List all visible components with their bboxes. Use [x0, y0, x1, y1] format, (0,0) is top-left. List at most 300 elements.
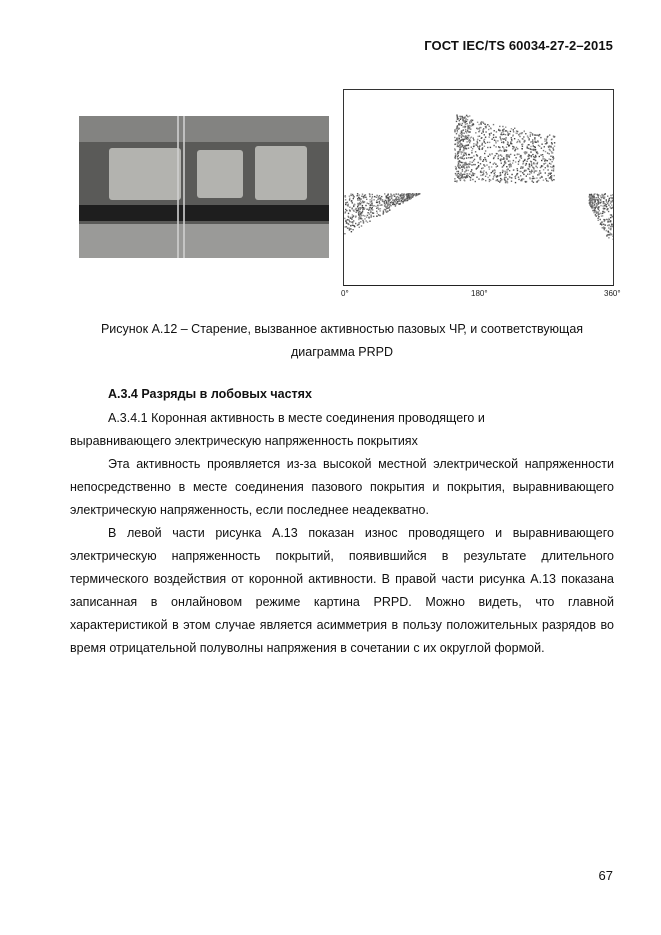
prpd-point [458, 166, 459, 167]
prpd-point [477, 155, 478, 156]
prpd-point [607, 203, 608, 204]
prpd-point [542, 156, 543, 157]
prpd-point [534, 141, 535, 142]
prpd-point [459, 161, 460, 162]
prpd-point [506, 154, 507, 155]
prpd-point [606, 206, 607, 207]
prpd-point [467, 139, 468, 140]
prpd-point [494, 162, 495, 163]
prpd-point [500, 150, 501, 151]
prpd-point [463, 155, 464, 156]
prpd-point [384, 209, 385, 210]
prpd-point [458, 175, 459, 176]
prpd-point [531, 163, 532, 164]
prpd-point [502, 138, 503, 139]
prpd-point [464, 176, 465, 177]
prpd-point [486, 173, 487, 174]
prpd-point [506, 155, 507, 156]
prpd-point [527, 168, 528, 169]
prpd-point [362, 194, 363, 195]
prpd-point [378, 198, 379, 199]
prpd-point [591, 194, 592, 195]
prpd-point [532, 154, 533, 155]
prpd-point [350, 195, 351, 196]
prpd-point [513, 129, 514, 130]
prpd-point [390, 205, 391, 206]
prpd-point [500, 178, 501, 179]
prpd-point [506, 157, 507, 158]
prpd-point [592, 197, 593, 198]
prpd-point [456, 121, 457, 122]
prpd-point [589, 200, 590, 201]
prpd-point [400, 198, 401, 199]
prpd-diagram [343, 89, 614, 286]
prpd-point [463, 140, 464, 141]
prpd-point [418, 193, 419, 194]
prpd-point [466, 148, 467, 149]
prpd-point [480, 159, 481, 160]
prpd-point [514, 155, 515, 156]
prpd-point [545, 151, 546, 152]
prpd-point [470, 179, 471, 180]
prpd-point [523, 136, 524, 137]
prpd-point [382, 199, 383, 200]
prpd-point [381, 196, 382, 197]
prpd-point [461, 139, 462, 140]
prpd-point [496, 153, 497, 154]
prpd-point [469, 131, 470, 132]
prpd-point [531, 161, 532, 162]
prpd-point [598, 194, 599, 195]
prpd-point [465, 129, 466, 130]
prpd-point [504, 151, 505, 152]
prpd-point [363, 222, 364, 223]
prpd-point [519, 159, 520, 160]
prpd-point [470, 120, 471, 121]
prpd-point [549, 163, 550, 164]
prpd-point [477, 139, 478, 140]
prpd-point [466, 132, 467, 133]
prpd-point [366, 217, 367, 218]
prpd-point [480, 123, 481, 124]
prpd-point [544, 158, 545, 159]
prpd-point [353, 197, 354, 198]
prpd-point [487, 124, 488, 125]
prpd-point [608, 231, 609, 232]
prpd-point [600, 213, 601, 214]
prpd-point [548, 173, 549, 174]
prpd-point [459, 149, 460, 150]
prpd-point [458, 155, 459, 156]
prpd-point [461, 175, 462, 176]
prpd-point [479, 128, 480, 129]
prpd-point [469, 161, 470, 162]
figure-caption [70, 318, 614, 364]
prpd-point [551, 152, 552, 153]
prpd-point [354, 226, 355, 227]
prpd-point [527, 174, 528, 175]
prpd-point [504, 138, 505, 139]
prpd-point [455, 168, 456, 169]
prpd-point [367, 215, 368, 216]
prpd-point [484, 165, 485, 166]
section-heading: А.3.4 Разряды в лобовых частях [108, 387, 312, 401]
prpd-point [395, 204, 396, 205]
prpd-point [598, 206, 599, 207]
prpd-point [506, 159, 507, 160]
prpd-point [597, 204, 598, 205]
prpd-point [486, 126, 487, 127]
prpd-point [461, 166, 462, 167]
prpd-point [513, 170, 514, 171]
prpd-point [461, 146, 462, 147]
prpd-point [403, 197, 404, 198]
prpd-point [464, 126, 465, 127]
prpd-point [351, 231, 352, 232]
prpd-point [463, 158, 464, 159]
prpd-point [540, 137, 541, 138]
prpd-point [494, 172, 495, 173]
prpd-point [468, 144, 469, 145]
prpd-point [392, 199, 393, 200]
prpd-point [465, 153, 466, 154]
prpd-point [390, 199, 391, 200]
prpd-point [370, 215, 371, 216]
prpd-point [358, 208, 359, 209]
prpd-point [478, 178, 479, 179]
prpd-point [465, 131, 466, 132]
prpd-point [554, 146, 555, 147]
prpd-point [347, 228, 348, 229]
prpd-point [521, 179, 522, 180]
prpd-point [508, 135, 509, 136]
prpd-point [538, 174, 539, 175]
prpd-point [529, 138, 530, 139]
prpd-point [479, 146, 480, 147]
prpd-point [458, 161, 459, 162]
prpd-point [542, 158, 543, 159]
prpd-point [371, 216, 372, 217]
prpd-point [461, 152, 462, 153]
prpd-point [535, 138, 536, 139]
prpd-point [467, 130, 468, 131]
prpd-point [385, 200, 386, 201]
prpd-point [533, 162, 534, 163]
prpd-point [530, 148, 531, 149]
prpd-point [474, 173, 475, 174]
prpd-point [467, 125, 468, 126]
prpd-point [458, 171, 459, 172]
prpd-point [410, 195, 411, 196]
prpd-point [387, 208, 388, 209]
prpd-point [513, 131, 514, 132]
prpd-point [494, 174, 495, 175]
prpd-point [537, 181, 538, 182]
prpd-point [522, 138, 523, 139]
prpd-point [479, 136, 480, 137]
prpd-point [500, 174, 501, 175]
prpd-point [506, 171, 507, 172]
prpd-point [361, 212, 362, 213]
prpd-point [485, 159, 486, 160]
prpd-point [502, 146, 503, 147]
prpd-point [380, 205, 381, 206]
prpd-point [353, 215, 354, 216]
prpd-point [532, 133, 533, 134]
prpd-point [530, 141, 531, 142]
prpd-point [519, 141, 520, 142]
prpd-point [496, 131, 497, 132]
prpd-point [349, 196, 350, 197]
prpd-point [475, 132, 476, 133]
prpd-point [459, 123, 460, 124]
prpd-point [505, 171, 506, 172]
prpd-point [516, 130, 517, 131]
prpd-point [592, 196, 593, 197]
prpd-point [352, 225, 353, 226]
prpd-point [493, 124, 494, 125]
prpd-point [515, 157, 516, 158]
prpd-point [524, 171, 525, 172]
prpd-point [505, 134, 506, 135]
prpd-point [610, 200, 611, 201]
prpd-point [352, 222, 353, 223]
prpd-point [518, 154, 519, 155]
prpd-point [372, 194, 373, 195]
prpd-point [367, 212, 368, 213]
prpd-point [490, 162, 491, 163]
prpd-point [546, 142, 547, 143]
prpd-point [515, 176, 516, 177]
prpd-point [602, 215, 603, 216]
prpd-point [598, 216, 599, 217]
prpd-point [553, 159, 554, 160]
prpd-point [537, 153, 538, 154]
prpd-point [535, 149, 536, 150]
prpd-point [386, 195, 387, 196]
prpd-point [477, 128, 478, 129]
prpd-point [370, 205, 371, 206]
subsection-title-line2: выравнивающего электрическую напряженность покрытиях [70, 434, 418, 448]
prpd-point [504, 158, 505, 159]
prpd-point [388, 200, 389, 201]
prpd-point [371, 201, 372, 202]
prpd-point [376, 202, 377, 203]
prpd-point [530, 132, 531, 133]
prpd-point [370, 201, 371, 202]
prpd-point [464, 180, 465, 181]
prpd-point [467, 129, 468, 130]
prpd-point [401, 201, 402, 202]
prpd-point [607, 221, 608, 222]
prpd-point [402, 195, 403, 196]
prpd-point [466, 176, 467, 177]
prpd-point [492, 171, 493, 172]
prpd-point [517, 141, 518, 142]
prpd-point [594, 208, 595, 209]
prpd-point [508, 160, 509, 161]
prpd-point [399, 199, 400, 200]
prpd-point [479, 140, 480, 141]
prpd-point [537, 135, 538, 136]
prpd-point [377, 212, 378, 213]
prpd-point [545, 163, 546, 164]
prpd-point [513, 147, 514, 148]
prpd-point [510, 141, 511, 142]
prpd-point [352, 229, 353, 230]
prpd-point [476, 167, 477, 168]
prpd-point [554, 175, 555, 176]
prpd-point [388, 202, 389, 203]
prpd-point [604, 196, 605, 197]
prpd-point [520, 175, 521, 176]
prpd-point [470, 140, 471, 141]
prpd-point [465, 120, 466, 121]
prpd-point [601, 221, 602, 222]
prpd-point [542, 154, 543, 155]
prpd-point [407, 194, 408, 195]
prpd-point [471, 147, 472, 148]
prpd-point [363, 197, 364, 198]
prpd-point [464, 162, 465, 163]
prpd-point [349, 221, 350, 222]
prpd-point [515, 149, 516, 150]
prpd-point [362, 207, 363, 208]
prpd-point [468, 148, 469, 149]
prpd-point [387, 210, 388, 211]
prpd-point [548, 175, 549, 176]
prpd-point [515, 182, 516, 183]
prpd-point [376, 197, 377, 198]
prpd-point [535, 156, 536, 157]
prpd-point [608, 234, 609, 235]
prpd-point [466, 166, 467, 167]
prpd-point [468, 167, 469, 168]
prpd-point [356, 212, 357, 213]
prpd-point [345, 221, 346, 222]
photo-reflection-line [183, 116, 185, 258]
prpd-point [348, 213, 349, 214]
prpd-point [546, 140, 547, 141]
prpd-point [384, 203, 385, 204]
prpd-point [489, 142, 490, 143]
prpd-point [600, 199, 601, 200]
prpd-point [518, 179, 519, 180]
prpd-point [401, 193, 402, 194]
prpd-point [483, 159, 484, 160]
prpd-point [477, 142, 478, 143]
prpd-point [344, 233, 345, 234]
prpd-point [610, 206, 611, 207]
prpd-point [604, 205, 605, 206]
prpd-point [596, 205, 597, 206]
prpd-point [469, 139, 470, 140]
prpd-point [469, 173, 470, 174]
prpd-point [361, 225, 362, 226]
prpd-point [403, 201, 404, 202]
document-header: ГОСТ IEC/TS 60034-27-2–2015 [424, 38, 613, 53]
prpd-point [484, 146, 485, 147]
prpd-point [391, 198, 392, 199]
prpd-point [489, 136, 490, 137]
prpd-point [360, 218, 361, 219]
prpd-point [533, 168, 534, 169]
prpd-point [550, 156, 551, 157]
prpd-point [529, 174, 530, 175]
prpd-point [517, 170, 518, 171]
prpd-point [534, 137, 535, 138]
prpd-point [537, 162, 538, 163]
prpd-point [374, 196, 375, 197]
prpd-point [592, 203, 593, 204]
prpd-point [592, 210, 593, 211]
prpd-point [456, 180, 457, 181]
prpd-point [486, 161, 487, 162]
prpd-point [458, 142, 459, 143]
prpd-point [461, 132, 462, 133]
prpd-point [608, 225, 609, 226]
prpd-point [607, 208, 608, 209]
prpd-point [360, 212, 361, 213]
prpd-point [527, 135, 528, 136]
prpd-point [515, 161, 516, 162]
prpd-point [364, 201, 365, 202]
prpd-point [598, 200, 599, 201]
prpd-point [531, 171, 532, 172]
prpd-point [416, 195, 417, 196]
prpd-point [610, 233, 611, 234]
prpd-point [497, 179, 498, 180]
prpd-point [458, 146, 459, 147]
aging-photo [79, 116, 329, 258]
prpd-point [360, 209, 361, 210]
prpd-point [594, 193, 595, 194]
prpd-point [493, 137, 494, 138]
prpd-point [538, 145, 539, 146]
prpd-point [457, 173, 458, 174]
prpd-point [523, 178, 524, 179]
prpd-point [532, 143, 533, 144]
prpd-point [360, 221, 361, 222]
prpd-point [480, 175, 481, 176]
prpd-point [553, 149, 554, 150]
prpd-point [603, 195, 604, 196]
prpd-point [358, 204, 359, 205]
prpd-point [538, 135, 539, 136]
prpd-point [495, 140, 496, 141]
prpd-point [526, 163, 527, 164]
prpd-point [507, 178, 508, 179]
prpd-point [369, 193, 370, 194]
prpd-point [366, 199, 367, 200]
prpd-point [610, 229, 611, 230]
prpd-point [502, 170, 503, 171]
prpd-point [349, 198, 350, 199]
prpd-point [483, 164, 484, 165]
prpd-point [458, 136, 459, 137]
prpd-point [522, 148, 523, 149]
prpd-point [358, 213, 359, 214]
prpd-point [487, 142, 488, 143]
prpd-point [512, 162, 513, 163]
prpd-point [464, 148, 465, 149]
prpd-point [491, 133, 492, 134]
prpd-point [604, 208, 605, 209]
prpd-point [508, 144, 509, 145]
prpd-point [522, 167, 523, 168]
prpd-point [466, 157, 467, 158]
prpd-point [357, 206, 358, 207]
